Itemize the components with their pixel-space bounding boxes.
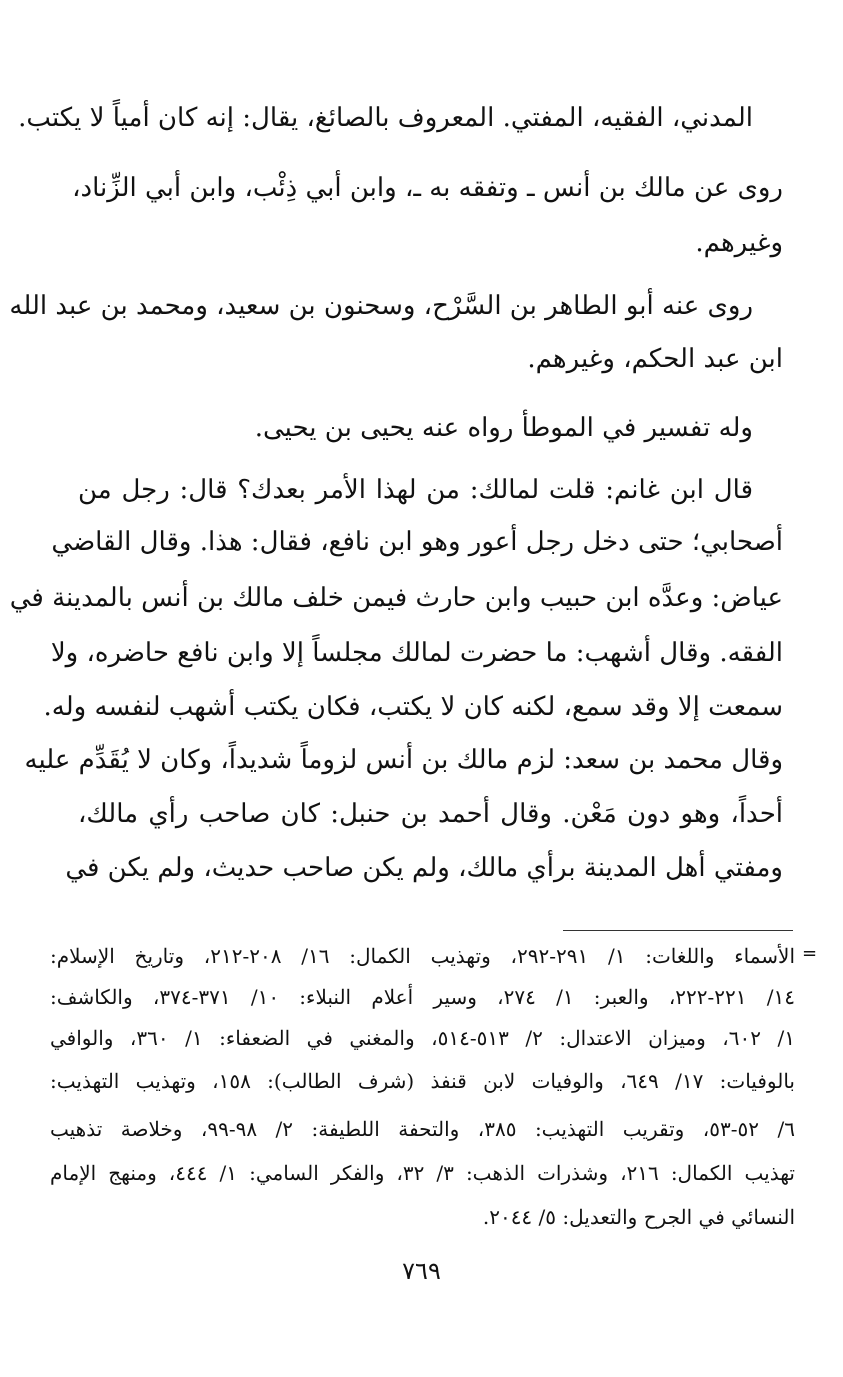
- text-line: سمعت إلا وقد سمع، لكنه كان لا يكتب، فكان يكتب أشهب لنفسه وله.: [43, 692, 783, 722]
- text-line: ومفتي أهل المدينة برأي مالك، ولم يكن صاحب حديث، ولم يكن في: [65, 853, 783, 883]
- text-line: وله تفسير في الموطأ رواه عنه يحيى بن يحيى.: [254, 413, 753, 443]
- text-line: روى عن مالك بن أنس ـ وتفقه به ـ، وابن أبي ذِئْب، وابن أبي الزِّناد،: [72, 173, 783, 203]
- text-line: الفقه. وقال أشهب: ما حضرت لمالك مجلساً إلا وابن نافع حاضره، ولا: [50, 638, 783, 668]
- text-line: وقال محمد بن سعد: لزم مالك بن أنس لزوماً شديداً، وكان لا يُقَدِّم عليه: [24, 745, 783, 775]
- footnote-line: الأسماء واللغات: ١/ ٢٩١-٢٩٢، وتهذيب الكمال: ١٦/ ٢٠٨-٢١٢، وتاريخ الإسلام:: [50, 944, 796, 968]
- page-number: ٧٦٩: [402, 1257, 441, 1285]
- footnote-line: النسائي في الجرح والتعديل: ٥/ ٢٠٤٤.: [482, 1205, 795, 1229]
- text-line: وغيرهم.: [695, 228, 783, 258]
- text-line: أحداً، وهو دون مَعْن. وقال أحمد بن حنبل: كان صاحب رأي مالك،: [78, 799, 783, 829]
- text-line: المدني، الفقيه، المفتي. المعروف بالصائغ، يقال: إنه كان أمياً لا يكتب.: [18, 103, 753, 133]
- text-line: عياض: وعدَّه ابن حبيب وابن حارث فيمن خلف مالك بن أنس بالمدينة في: [9, 583, 783, 613]
- text-line: روى عنه أبو الطاهر بن السَّرْح، وسحنون بن سعيد، ومحمد بن عبد الله: [9, 291, 753, 321]
- footnote-continuation-marker: =: [802, 943, 818, 964]
- text-line: قال ابن غانم: قلت لمالك: من لهذا الأمر بعدك؟ قال: رجل من: [78, 475, 753, 505]
- footnote-line: ١٤/ ٢٢١-٢٢٢، والعبر: ١/ ٢٧٤، وسير أعلام النبلاء: ١٠/ ٣٧١-٣٧٤، والكاشف:: [50, 985, 795, 1009]
- footnote-line: ١/ ٦٠٢، وميزان الاعتدال: ٢/ ٥١٣-٥١٤، والمغني في الضعفاء: ١/ ٣٦٠، والوافي: [50, 1026, 795, 1050]
- text-line: أصحابي؛ حتى دخل رجل أعور وهو ابن نافع، فقال: هذا. وقال القاضي: [51, 527, 783, 557]
- footnote-separator: [563, 930, 793, 931]
- footnote-line: تهذيب الكمال: ٢١٦، وشذرات الذهب: ٣/ ٣٢، والفكر السامي: ١/ ٤٤٤، ومنهج الإمام: [50, 1161, 795, 1185]
- text-line: ابن عبد الحكم، وغيرهم.: [527, 344, 783, 374]
- footnote-line: ٦/ ٥٢-٥٣، وتقريب التهذيب: ٣٨٥، والتحفة اللطيفة: ٢/ ٩٨-٩٩، وخلاصة تذهيب: [50, 1117, 795, 1141]
- footnote-line: بالوفيات: ١٧/ ٦٤٩، والوفيات لابن قنفذ (شرف الطالب): ١٥٨، وتهذيب التهذيب:: [50, 1069, 795, 1093]
